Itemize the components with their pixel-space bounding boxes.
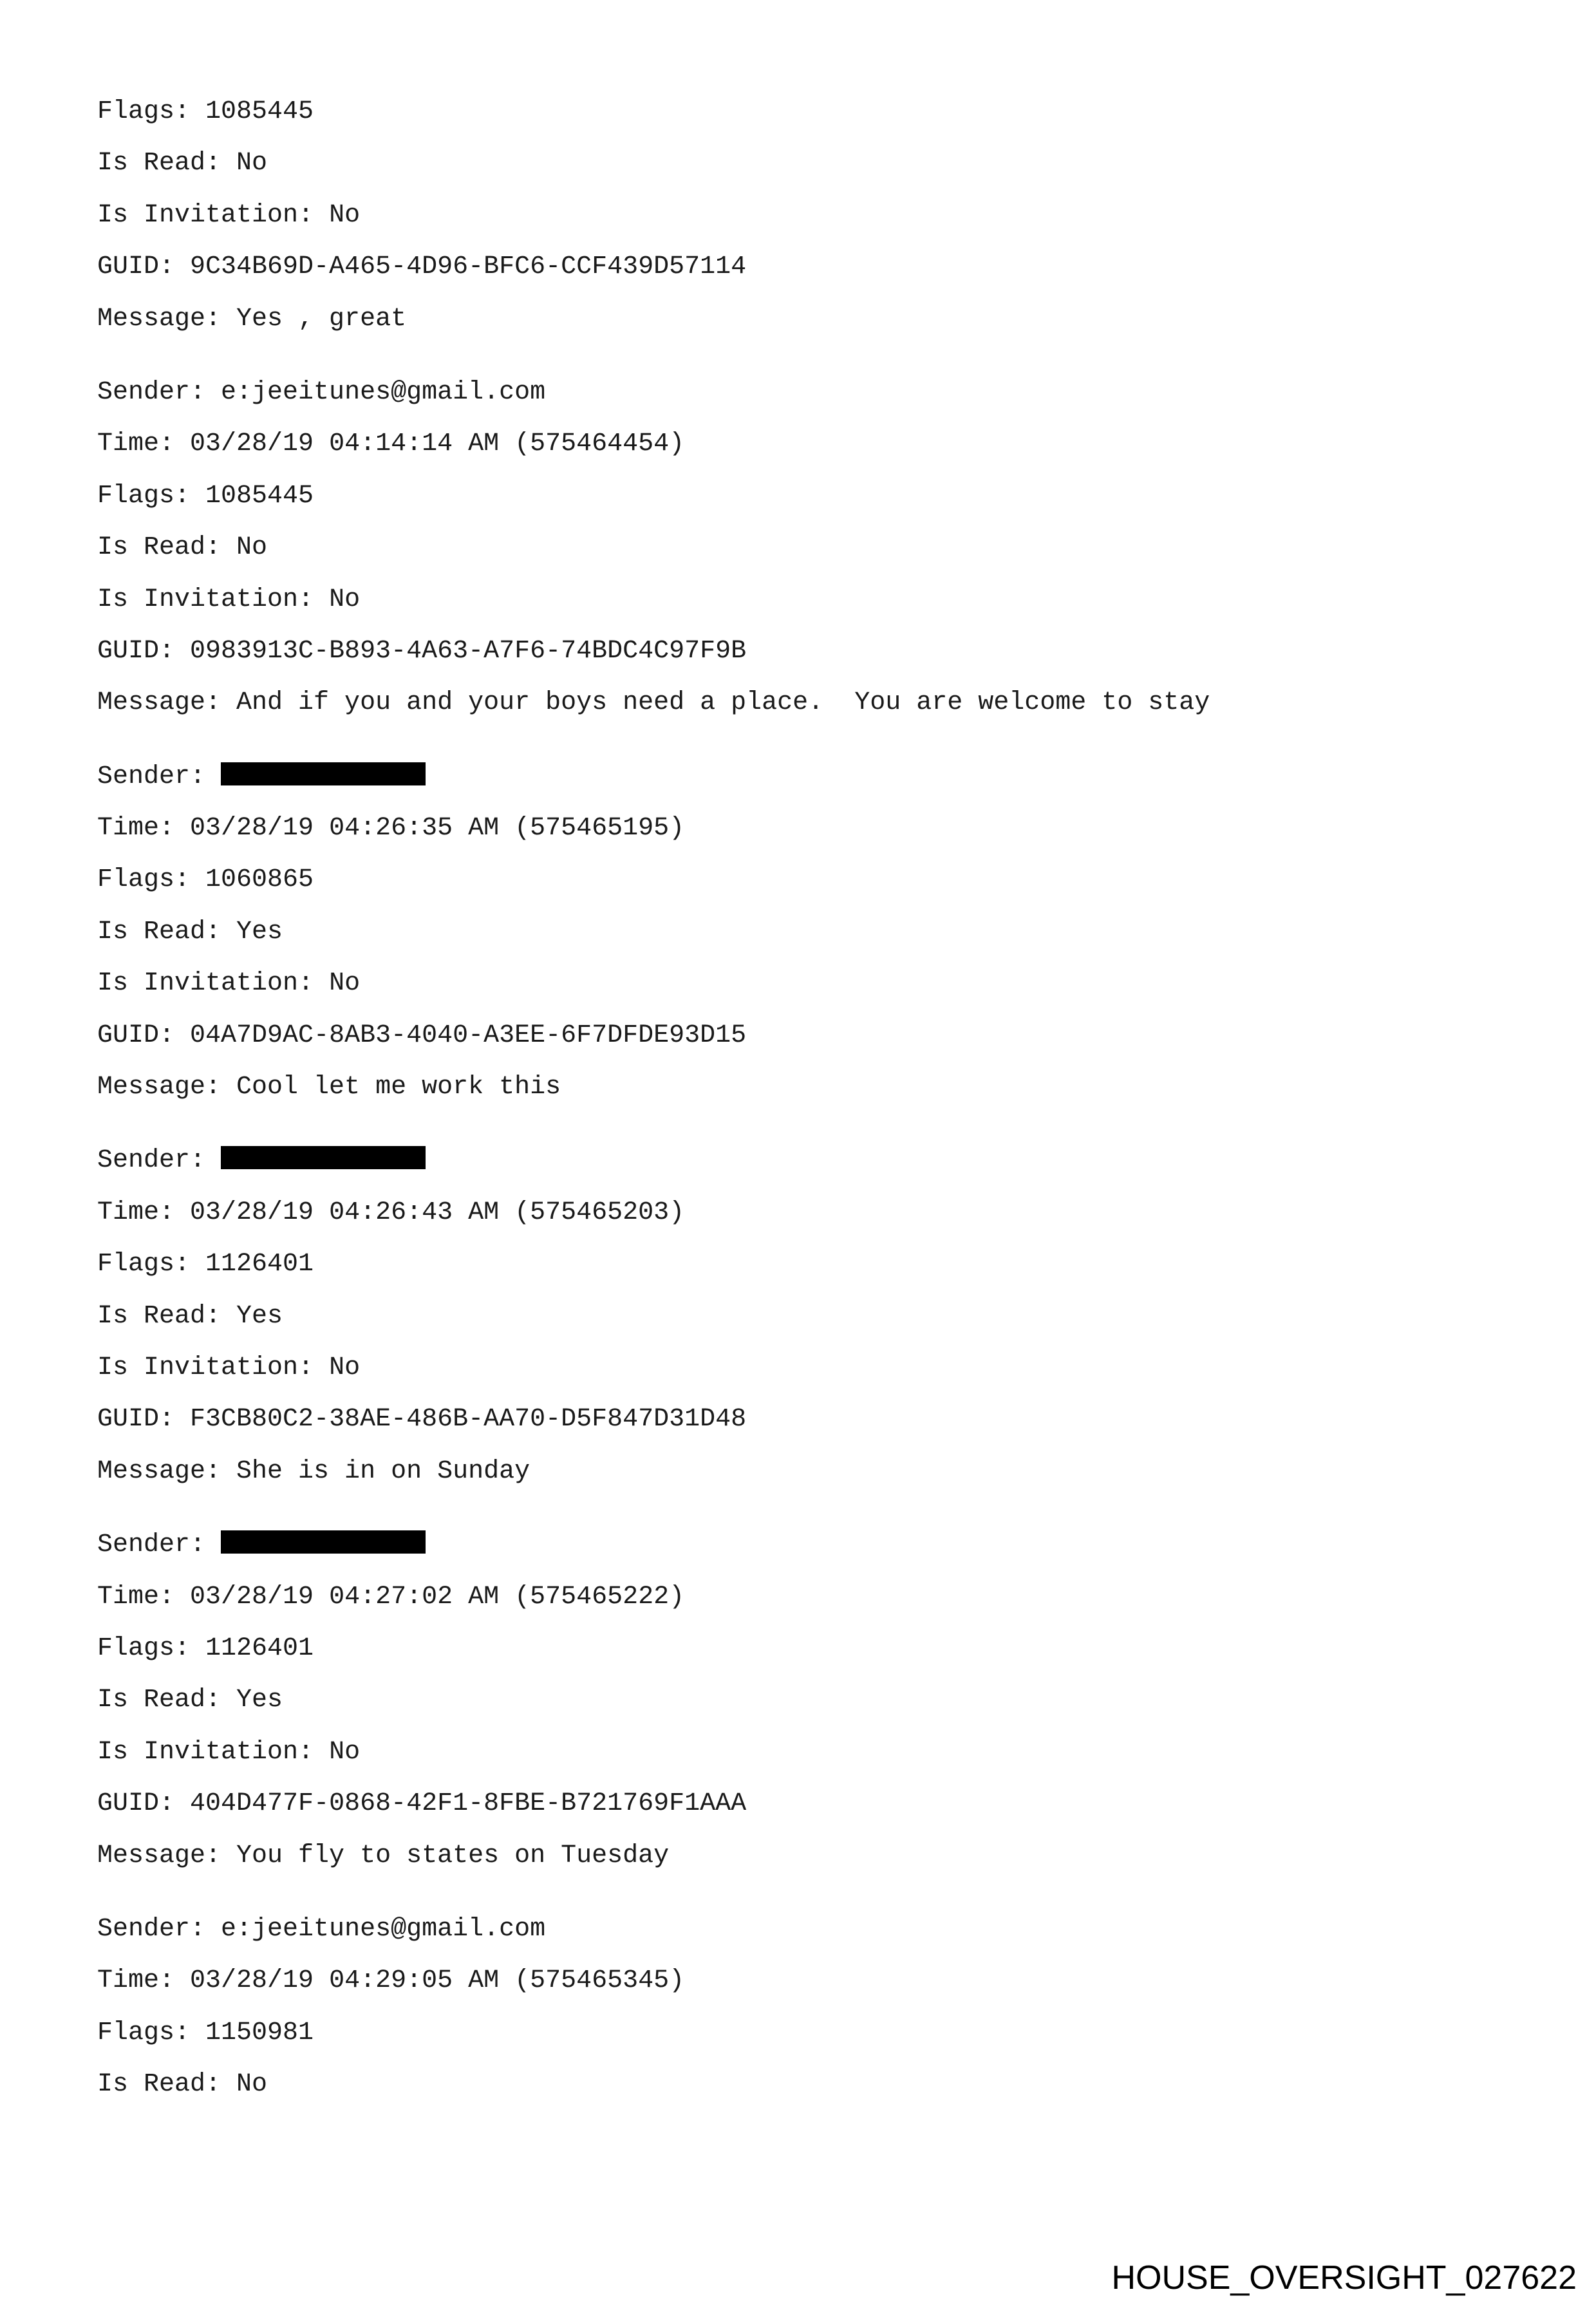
time-line: Time: 03/28/19 04:27:02 AM (575465222) — [97, 1582, 685, 1612]
is-read-value: No — [236, 2070, 268, 2100]
time-line: Time: 03/28/19 04:26:43 AM (575465203) — [97, 1198, 685, 1227]
is-read-value: Yes — [236, 1301, 283, 1331]
is-invitation-value: No — [329, 1737, 361, 1767]
is-read-line: Is Read: No — [97, 2070, 268, 2100]
message-record — [97, 1914, 1514, 2100]
flags-value: 1126401 — [205, 1250, 314, 1279]
sender-line: Sender: e:jeeitunes@gmail.com — [97, 1914, 546, 1944]
message-value: You fly to states on Tuesday — [236, 1841, 670, 1870]
flags-value: 1150981 — [205, 2018, 314, 2047]
flags-line: Flags: 1126401 — [97, 1250, 314, 1279]
message-line: Message: You fly to states on Tuesday — [97, 1841, 670, 1870]
time-value: 03/28/19 04:29:05 AM (575465345) — [190, 1966, 685, 1996]
guid-value: 04A7D9AC-8AB3-4040-A3EE-6F7DFDE93D15 — [190, 1020, 747, 1050]
is-invitation-line: Is Invitation: No — [97, 1353, 361, 1382]
redaction-bar — [221, 1530, 426, 1554]
is-read-line: Is Read: Yes — [97, 1301, 283, 1331]
message-log — [97, 97, 1514, 2121]
time-line: Time: 03/28/19 04:29:05 AM (575465345) — [97, 1966, 685, 1996]
sender-value: e:jeeitunes@gmail.com — [221, 1914, 546, 1944]
is-invitation-value: No — [329, 200, 361, 230]
message-record — [97, 1530, 1514, 1871]
is-invitation-line: Is Invitation: No — [97, 1737, 361, 1767]
message-line: Message: And if you and your boys need a place. You are welcome to stay — [97, 688, 1210, 718]
guid-line: GUID: 04A7D9AC-8AB3-4040-A3EE-6F7DFDE93D15 — [97, 1020, 747, 1050]
flags-line: Flags: 1126401 — [97, 1633, 314, 1663]
guid-line: GUID: 9C34B69D-A465-4D96-BFC6-CCF439D57114 — [97, 252, 747, 282]
is-read-line: Is Read: No — [97, 149, 268, 178]
message-line: Message: Cool let me work this — [97, 1073, 561, 1102]
guid-line: GUID: 404D477F-0868-42F1-8FBE-B721769F1AAA — [97, 1789, 747, 1819]
bates-number: HOUSE_OVERSIGHT_027622 — [1111, 2259, 1577, 2297]
guid-value: 404D477F-0868-42F1-8FBE-B721769F1AAA — [190, 1789, 747, 1819]
is-read-value: Yes — [236, 917, 283, 946]
message-line: Message: She is in on Sunday — [97, 1456, 530, 1486]
sender-line: Sender: — [97, 1530, 1514, 1561]
guid-value: F3CB80C2-38AE-486B-AA70-D5F847D31D48 — [190, 1405, 747, 1434]
sender-value: e:jeeitunes@gmail.com — [221, 377, 546, 407]
is-read-value: No — [236, 533, 268, 563]
message-value: She is in on Sunday — [236, 1456, 530, 1486]
is-read-line: Is Read: No — [97, 533, 268, 563]
redaction-bar — [221, 762, 426, 785]
is-read-line: Is Read: Yes — [97, 917, 283, 946]
is-invitation-value: No — [329, 585, 361, 614]
message-value: And if you and your boys need a place. You are welcome to stay — [236, 688, 1210, 718]
is-read-value: Yes — [236, 1686, 283, 1715]
flags-line: Flags: 1060865 — [97, 865, 314, 895]
flags-line: Flags: 1085445 — [97, 481, 314, 511]
flags-line: Flags: 1150981 — [97, 2018, 314, 2047]
sender-line: Sender: — [97, 762, 1514, 793]
guid-line: GUID: 0983913C-B893-4A63-A7F6-74BDC4C97F9B — [97, 636, 747, 666]
flags-value: 1085445 — [205, 97, 314, 126]
is-invitation-value: No — [329, 969, 361, 999]
is-invitation-value: No — [329, 1353, 361, 1382]
is-invitation-line: Is Invitation: No — [97, 969, 361, 999]
guid-value: 9C34B69D-A465-4D96-BFC6-CCF439D57114 — [190, 252, 747, 282]
message-record — [97, 377, 1514, 719]
message-record — [97, 97, 1514, 335]
message-line: Message: Yes , great — [97, 304, 407, 334]
time-value: 03/28/19 04:14:14 AM (575464454) — [190, 429, 685, 459]
time-value: 03/28/19 04:27:02 AM (575465222) — [190, 1582, 685, 1612]
time-line: Time: 03/28/19 04:26:35 AM (575465195) — [97, 814, 685, 843]
guid-value: 0983913C-B893-4A63-A7F6-74BDC4C97F9B — [190, 636, 747, 666]
message-value: Yes , great — [236, 304, 407, 334]
flags-value: 1085445 — [205, 481, 314, 511]
is-invitation-line: Is Invitation: No — [97, 200, 361, 230]
message-record — [97, 762, 1514, 1103]
time-value: 03/28/19 04:26:35 AM (575465195) — [190, 814, 685, 843]
flags-value: 1060865 — [205, 865, 314, 895]
time-value: 03/28/19 04:26:43 AM (575465203) — [190, 1198, 685, 1227]
message-value: Cool let me work this — [236, 1073, 561, 1102]
message-record — [97, 1145, 1514, 1487]
sender-line: Sender: e:jeeitunes@gmail.com — [97, 377, 546, 407]
guid-line: GUID: F3CB80C2-38AE-486B-AA70-D5F847D31D48 — [97, 1405, 747, 1434]
is-read-value: No — [236, 149, 268, 178]
is-invitation-line: Is Invitation: No — [97, 585, 361, 614]
redaction-bar — [221, 1146, 426, 1169]
is-read-line: Is Read: Yes — [97, 1686, 283, 1715]
sender-line: Sender: — [97, 1145, 1514, 1176]
flags-value: 1126401 — [205, 1633, 314, 1663]
time-line: Time: 03/28/19 04:14:14 AM (575464454) — [97, 429, 685, 459]
flags-line: Flags: 1085445 — [97, 97, 314, 126]
